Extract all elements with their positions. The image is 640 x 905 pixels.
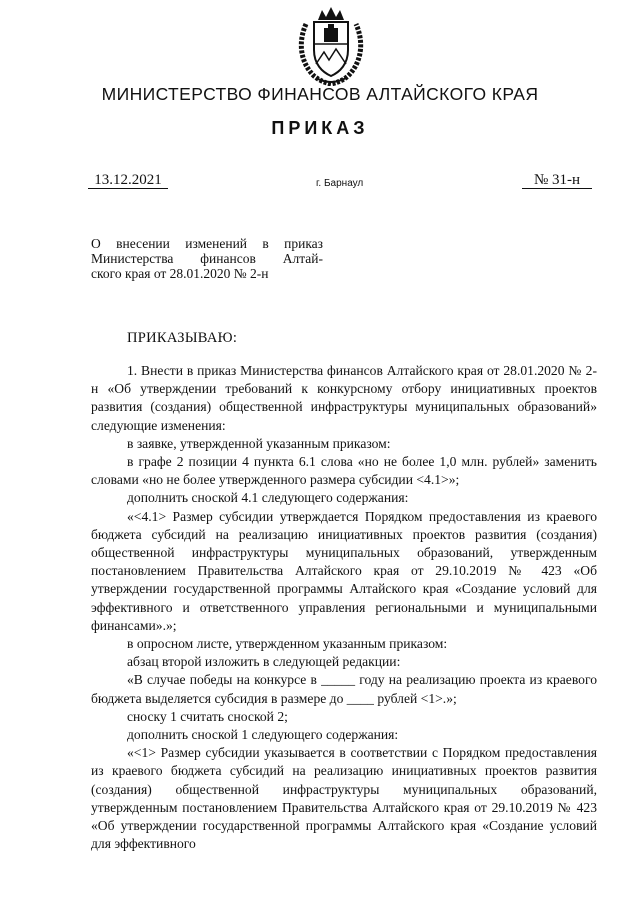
body-paragraph: дополнить сноской 4.1 следующего содержания: <box>127 490 409 506</box>
body-paragraph: «<1> Размер субсидии указывается в соответствии с Порядком предоставления из краевого бюджета субсидий на реализацию инициативных проектов развития (создания) общественной инфраструктуры муниципальных образований, утвержденным постановлением Правительства Алтайского края от 29.10.2019 № 423 «Об утверждении государственной программы Алтайского края «Создание условий для эффективного <box>91 745 597 852</box>
document-type: ПРИКАЗ <box>271 118 369 138</box>
body-paragraph: 1. Внести в приказ Министерства финансов Алтайского края от 28.01.2020 № 2-н «Об утверждении требований к конкурсному отбору инициативных проектов развития (создания) общественной инфраструктуры муниципальных образований» следующие изменения: <box>91 363 597 433</box>
document-number: № 31-н <box>522 172 592 189</box>
document-city: г. Барнаул <box>316 178 364 189</box>
subject-line: Министерства финансов Алтай- <box>91 251 323 266</box>
subject-line: О внесении изменений в приказ <box>91 236 323 251</box>
body-paragraph: «<4.1> Размер субсидии утверждается Порядком предоставления из краевого бюджета субсидий на реализацию инициативных проектов развития (создания) общественной инфраструктуры муниципальных образований, утвержденным постановлением Правительства Алтайского края от 29.10.2019 № 423 «Об утверждении государственной программы Алтайского края «Создание условий для эффективного и ответственного управления региональными и муниципальными финансами».»; <box>91 508 597 633</box>
body-paragraph: в графе 2 позиции 4 пункта 6.1 слова «но не более 1,0 млн. рублей» заменить словами «но не более утвержденного размера субсидии <4.1>»; <box>91 454 597 488</box>
document-body <box>91 362 597 853</box>
body-paragraph: сноску 1 считать сноской 2; <box>127 708 288 724</box>
document-date: 13.12.2021 <box>88 172 168 189</box>
document-subject <box>91 236 323 281</box>
coat-of-arms-icon <box>296 4 366 86</box>
body-paragraph: «В случае победы на конкурсе в _____ году на реализацию проекта из краевого бюджета выделяется субсидия в размере до ____ рублей <1>.»; <box>91 672 597 706</box>
body-paragraph: абзац второй изложить в следующей редакции: <box>127 654 401 670</box>
body-paragraph: в опросном листе, утвержденном указанным приказом: <box>127 636 448 652</box>
ministry-name: МИНИСТЕРСТВО ФИНАНСОВ АЛТАЙСКОГО КРАЯ <box>101 84 539 104</box>
subject-line: ского края от 28.01.2020 № 2-н <box>91 266 269 281</box>
body-paragraph: в заявке, утвержденной указанным приказом: <box>127 435 391 451</box>
body-paragraph: дополнить сноской 1 следующего содержания: <box>127 727 399 743</box>
order-word: ПРИКАЗЫВАЮ: <box>127 330 238 346</box>
